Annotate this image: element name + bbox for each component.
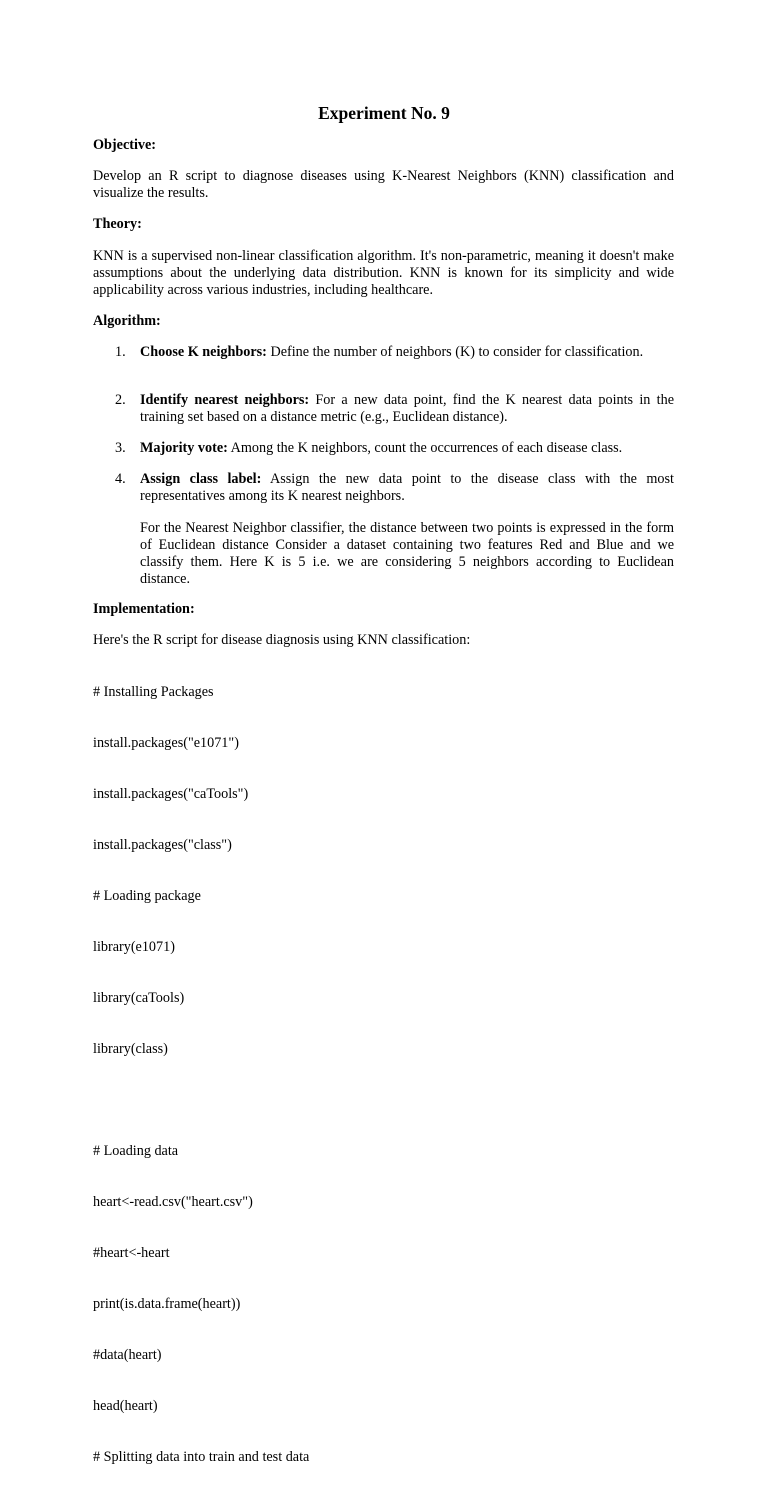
code-line: # Loading data (93, 1143, 179, 1159)
code-line: install.packages("caTools") (93, 786, 249, 802)
algorithm-step (93, 440, 674, 457)
code-line: # Splitting data into train and test data (93, 1449, 310, 1465)
implementation-heading: Implementation: (93, 601, 195, 617)
code-line: head(heart) (93, 1398, 158, 1414)
objective-heading: Objective: (93, 137, 157, 153)
step-number: 1. (115, 344, 126, 360)
implementation-intro: Here's the R script for disease diagnosis using KNN classification: (93, 632, 471, 648)
theory-heading: Theory: (93, 216, 142, 232)
step-text (140, 392, 674, 426)
page-title: Experiment No. 9 (318, 103, 450, 123)
code-line: install.packages("class") (93, 837, 232, 853)
code-line: install.packages("e1071") (93, 735, 239, 751)
code-line: # Installing Packages (93, 684, 214, 700)
step-number: 2. (115, 392, 126, 408)
step-label: Identify nearest neighbors: (140, 392, 310, 408)
step-label: Assign class label: (140, 471, 262, 487)
code-line: #data(heart) (93, 1347, 162, 1363)
code-line: # Loading package (93, 888, 201, 904)
code-line: #heart<-heart (93, 1245, 170, 1261)
step-number: 3. (115, 440, 126, 456)
code-line: library(e1071) (93, 939, 175, 955)
step-description: Define the number of neighbors (K) to consider for classification. (266, 344, 644, 360)
step-text (140, 471, 674, 505)
step-label: Majority vote: (140, 440, 228, 456)
code-line: library(class) (93, 1041, 168, 1057)
algorithm-step (93, 471, 674, 505)
step-description: For a new data point, find the K nearest data points in the training set based on a distance metric (e.g., Euclidean distance). (140, 392, 674, 425)
code-line: heart<-read.csv("heart.csv") (93, 1194, 253, 1210)
step-text (140, 440, 674, 457)
code-line: print(is.data.frame(heart)) (93, 1296, 241, 1312)
algorithm-step (93, 392, 674, 426)
code-line (93, 1092, 693, 1109)
algorithm-step (93, 344, 674, 378)
objective-text: Develop an R script to diagnose diseases using K-Nearest Neighbors (KNN) classification and visualize the results. (93, 168, 674, 201)
theory-text: KNN is a supervised non-linear classification algorithm. It's non-parametric, meaning it doesn't make assumptions about the underlying data distribution. KNN is known for its simplicity and wide applicability across various industries, including healthcare. (93, 248, 674, 298)
code-line: library(caTools) (93, 990, 185, 1006)
step-text (140, 344, 674, 361)
algorithm-heading: Algorithm: (93, 313, 161, 329)
algorithm-note-text: For the Nearest Neighbor classifier, the distance between two points is expressed in the form of Euclidean distance Consider a dataset containing two features Red and Blue and we classify them. Here K is 5 i.e. we are considering 5 neighbors according to Euclidean distance. (140, 520, 674, 587)
step-description: Assign the new data point to the disease class with the most representatives among its K nearest neighbors. (140, 471, 674, 504)
step-number: 4. (115, 471, 126, 487)
step-description: Among the K neighbors, count the occurrences of each disease class. (227, 440, 623, 456)
code-block (93, 650, 693, 1500)
algorithm-note (93, 520, 674, 588)
step-label: Choose K neighbors: (140, 344, 267, 360)
